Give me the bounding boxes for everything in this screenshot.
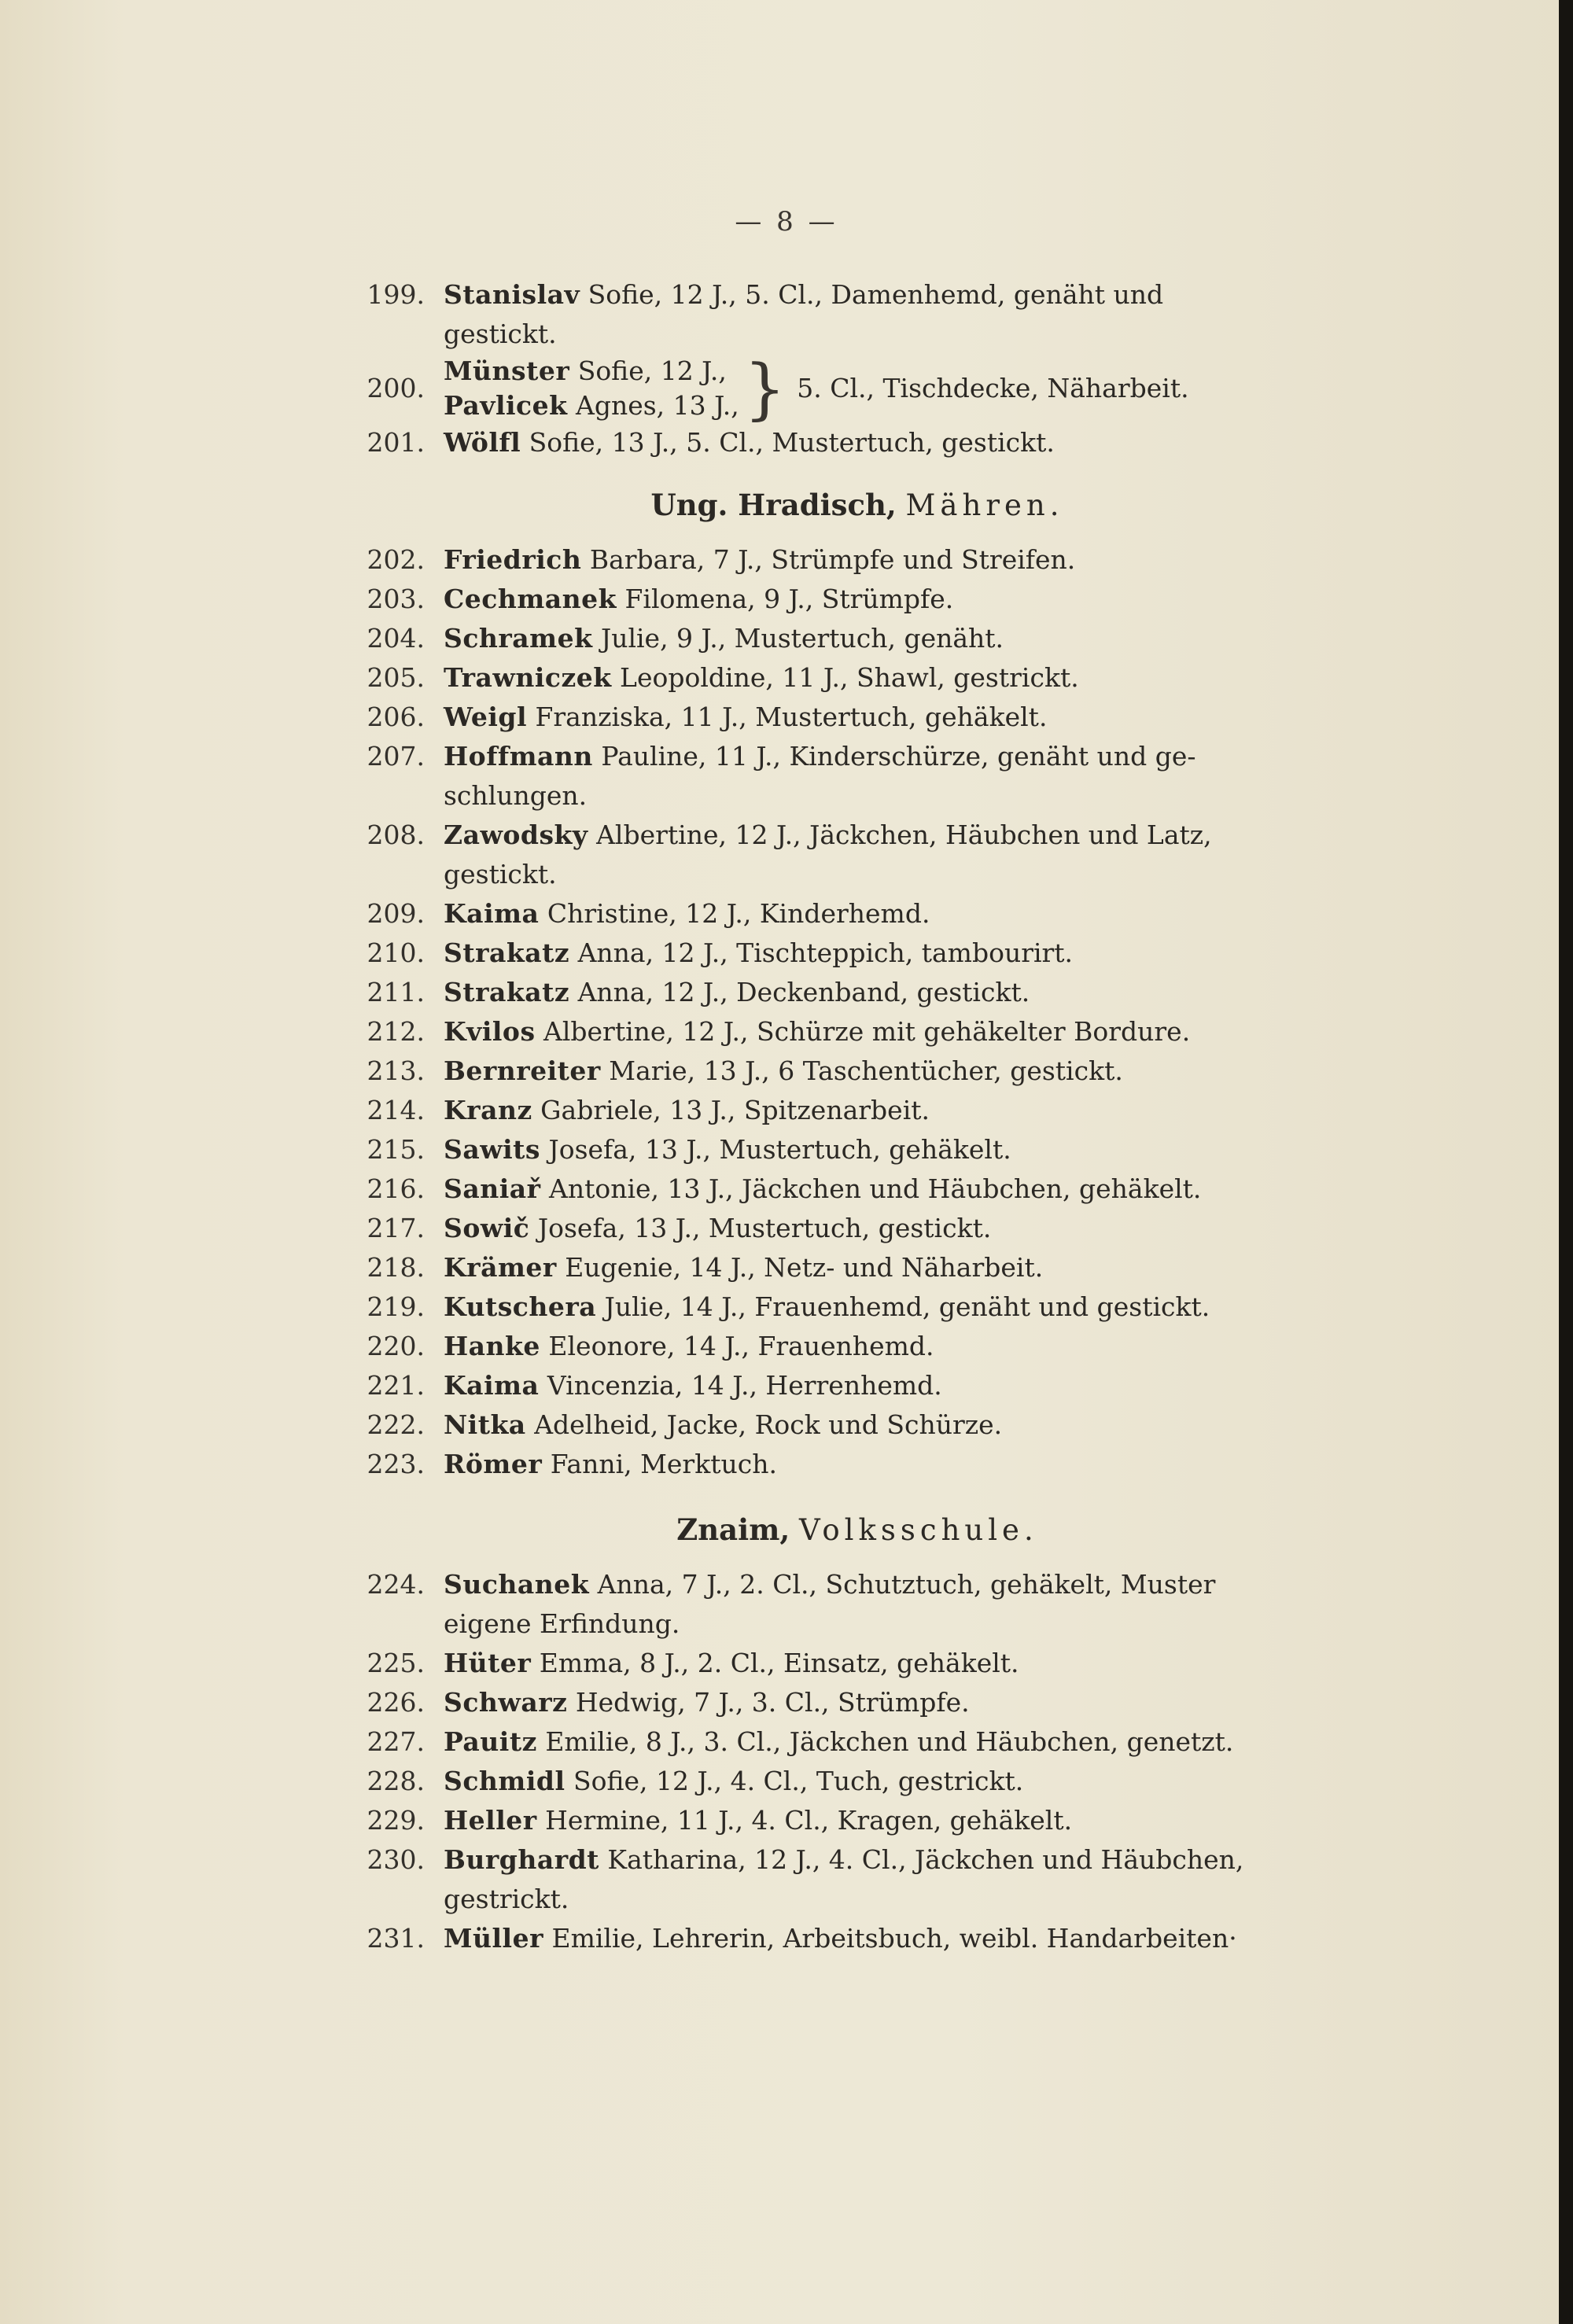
entry-number: 228. bbox=[367, 1766, 425, 1796]
entry-continuation: gestrickt. bbox=[444, 1884, 569, 1914]
entry-text bbox=[444, 1445, 1384, 1484]
catalog-entry-200 bbox=[330, 350, 1384, 427]
catalog-entry bbox=[330, 1405, 1384, 1445]
entry-number: 205. bbox=[367, 662, 425, 693]
catalog-entry bbox=[330, 894, 1384, 934]
entry-text bbox=[444, 658, 1384, 698]
surname: Hoffmann bbox=[444, 741, 593, 772]
entry-text bbox=[444, 1683, 1384, 1722]
entry-list-block4 bbox=[330, 1565, 1384, 1958]
surname: Krämer bbox=[444, 1252, 557, 1283]
entry-number: 202. bbox=[367, 544, 425, 575]
details: Sofie, 12 J., bbox=[569, 355, 727, 386]
catalog-entry bbox=[330, 1366, 1384, 1405]
surname: Schramek bbox=[444, 623, 593, 654]
surname: Zawodsky bbox=[444, 819, 588, 850]
heading-region: Mähren. bbox=[905, 488, 1064, 522]
entry-number: 224. bbox=[367, 1569, 425, 1600]
surname: Kranz bbox=[444, 1095, 532, 1125]
entry-number: 218. bbox=[367, 1252, 425, 1283]
entry-number: 226. bbox=[367, 1687, 425, 1718]
entry-number: 223. bbox=[367, 1449, 425, 1479]
catalog-entry bbox=[330, 540, 1384, 580]
entry-text bbox=[444, 1209, 1384, 1248]
entry-list-block1 bbox=[330, 275, 1384, 354]
entry-number: 214. bbox=[367, 1095, 425, 1125]
entry-list-block3 bbox=[330, 540, 1384, 1484]
entry-text bbox=[444, 1327, 1384, 1366]
catalog-entry bbox=[330, 580, 1384, 619]
surname: Kaima bbox=[444, 1370, 540, 1401]
entry-text bbox=[444, 1919, 1384, 1958]
details: Gabriele, 13 J., Spitzenarbeit. bbox=[532, 1095, 930, 1125]
details: Anna, 12 J., Deckenband, gestickt. bbox=[569, 977, 1030, 1007]
entry-text bbox=[444, 1722, 1384, 1762]
entry-list-block2 bbox=[330, 423, 1384, 462]
surname: Kvilos bbox=[444, 1016, 536, 1047]
catalog-entry bbox=[330, 934, 1384, 973]
entry-number: 219. bbox=[367, 1291, 425, 1322]
entry-text bbox=[444, 1644, 1384, 1683]
surname: Weigl bbox=[444, 702, 528, 732]
surname: Hanke bbox=[444, 1331, 540, 1361]
entry-text bbox=[444, 1130, 1384, 1169]
entry-continuation: gestickt. bbox=[444, 319, 557, 349]
page-number: — 8 — bbox=[735, 206, 838, 238]
brace-names bbox=[444, 354, 739, 423]
entry-number: 209. bbox=[367, 898, 425, 929]
entry-number: 201. bbox=[367, 427, 425, 458]
catalog-entry bbox=[330, 1248, 1384, 1287]
entry-text bbox=[444, 934, 1384, 973]
catalog-entry bbox=[330, 1052, 1384, 1091]
scan-edge bbox=[1559, 0, 1573, 2324]
entry-text bbox=[444, 894, 1384, 934]
surname: Schwarz bbox=[444, 1687, 568, 1718]
details: Josefa, 13 J., Mustertuch, gehäkelt. bbox=[540, 1134, 1011, 1165]
entry-number: 227. bbox=[367, 1726, 425, 1757]
entry-text bbox=[444, 1840, 1384, 1919]
details: Hedwig, 7 J., 3. Cl., Strümpfe. bbox=[567, 1687, 970, 1718]
shared-details: 5. Cl., Tischdecke, Näharbeit. bbox=[797, 373, 1189, 403]
catalog-entry bbox=[330, 1762, 1384, 1801]
entry-number: 211. bbox=[367, 977, 425, 1007]
surname: Nitka bbox=[444, 1409, 526, 1440]
details: Anna, 7 J., 2. Cl., Schutztuch, gehäkelt, Muster bbox=[589, 1569, 1216, 1600]
entry-number: 207. bbox=[367, 741, 425, 772]
surname: Saniař bbox=[444, 1173, 541, 1204]
surname: Pauitz bbox=[444, 1726, 537, 1757]
entry-text bbox=[444, 1091, 1384, 1130]
entry-text bbox=[444, 1565, 1384, 1644]
details: Hermine, 11 J., 4. Cl., Kragen, gehäkelt. bbox=[536, 1805, 1073, 1836]
surname: Römer bbox=[444, 1449, 543, 1479]
surname: Schmidl bbox=[444, 1766, 565, 1796]
entry-text bbox=[444, 1248, 1384, 1287]
entry-text bbox=[444, 1801, 1384, 1840]
surname: Müller bbox=[444, 1923, 543, 1954]
surname: Kaima bbox=[444, 898, 540, 929]
entry-number: 206. bbox=[367, 702, 425, 732]
entry-text bbox=[444, 1012, 1384, 1052]
entry-text bbox=[444, 619, 1384, 658]
catalog-entry bbox=[330, 423, 1384, 462]
entry-number: 199. bbox=[367, 279, 425, 310]
catalog-entry bbox=[330, 275, 1384, 354]
surname: Cechmanek bbox=[444, 584, 617, 614]
surname: Suchanek bbox=[444, 1569, 590, 1600]
entry-text bbox=[444, 580, 1384, 619]
surname: Wölfl bbox=[444, 427, 521, 458]
entry-text bbox=[444, 737, 1384, 816]
details: Antonie, 13 J., Jäckchen und Häubchen, gehäkelt. bbox=[540, 1173, 1202, 1204]
entry-continuation: gestickt. bbox=[444, 859, 557, 889]
details: Anna, 12 J., Tischteppich, tambourirt. bbox=[569, 937, 1074, 968]
brace: } bbox=[743, 350, 786, 427]
entry-number: 203. bbox=[367, 584, 425, 614]
details: Sofie, 12 J., 4. Cl., Tuch, gestrickt. bbox=[565, 1766, 1024, 1796]
heading-place: Ung. Hradisch, bbox=[650, 488, 897, 522]
details: Christine, 12 J., Kinderhemd. bbox=[539, 898, 930, 929]
catalog-entry bbox=[330, 1287, 1384, 1327]
catalog-entry bbox=[330, 1209, 1384, 1248]
entry-text bbox=[444, 698, 1384, 737]
catalog-entry bbox=[330, 619, 1384, 658]
entry-text bbox=[444, 816, 1384, 894]
entry-line-1 bbox=[444, 354, 739, 389]
entry-continuation: schlungen. bbox=[444, 780, 588, 811]
catalog-entry bbox=[330, 737, 1384, 816]
catalog-entry bbox=[330, 1327, 1384, 1366]
surname: Heller bbox=[444, 1805, 537, 1836]
details: Franziska, 11 J., Mustertuch, gehäkelt. bbox=[527, 702, 1048, 732]
catalog-entry bbox=[330, 1091, 1384, 1130]
surname: Pavlicek bbox=[444, 390, 568, 421]
entry-number: 208. bbox=[367, 819, 425, 850]
entry-number: 220. bbox=[367, 1331, 425, 1361]
entry-text bbox=[444, 423, 1384, 462]
entry-number: 229. bbox=[367, 1805, 425, 1836]
catalog-entry bbox=[330, 816, 1384, 894]
surname: Strakatz bbox=[444, 977, 570, 1007]
details: Sofie, 12 J., 5. Cl., Damenhemd, genäht und bbox=[580, 279, 1164, 310]
details: Barbara, 7 J., Strümpfe und Streifen. bbox=[581, 544, 1076, 575]
entry-number: 216. bbox=[367, 1173, 425, 1204]
entry-text bbox=[444, 1366, 1384, 1405]
catalog-entry bbox=[330, 1565, 1384, 1644]
entry-number: 217. bbox=[367, 1213, 425, 1243]
catalog-entry bbox=[330, 1683, 1384, 1722]
catalog-entry bbox=[330, 973, 1384, 1012]
entry-number: 231. bbox=[367, 1923, 425, 1954]
surname: Bernreiter bbox=[444, 1055, 601, 1086]
details: Marie, 13 J., 6 Taschentücher, gestickt. bbox=[600, 1055, 1123, 1086]
catalog-entry bbox=[330, 1919, 1384, 1958]
surname: Sowič bbox=[444, 1213, 530, 1243]
entry-number: 222. bbox=[367, 1409, 425, 1440]
details: Emilie, Lehrerin, Arbeitsbuch, weibl. Handarbeiten· bbox=[543, 1923, 1237, 1954]
details: Albertine, 12 J., Jäckchen, Häubchen und Latz, bbox=[588, 819, 1212, 850]
catalog-content bbox=[330, 275, 1384, 1958]
entry-continuation: eigene Erfindung. bbox=[444, 1608, 680, 1639]
catalog-entry bbox=[330, 1801, 1384, 1840]
entry-number: 230. bbox=[367, 1844, 425, 1875]
entry-text bbox=[444, 1169, 1384, 1209]
entry-number: 213. bbox=[367, 1055, 425, 1086]
entry-number: 204. bbox=[367, 623, 425, 654]
details: Adelheid, Jacke, Rock und Schürze. bbox=[525, 1409, 1003, 1440]
catalog-entry bbox=[330, 1644, 1384, 1683]
catalog-entry bbox=[330, 658, 1384, 698]
details: Fanni, Merktuch. bbox=[542, 1449, 777, 1479]
entry-number: 215. bbox=[367, 1134, 425, 1165]
surname: Kutschera bbox=[444, 1291, 597, 1322]
surname: Stanislav bbox=[444, 279, 580, 310]
entry-text bbox=[444, 350, 1384, 427]
section-heading-znaim bbox=[330, 1508, 1384, 1552]
entry-text bbox=[444, 1052, 1384, 1091]
entry-line-2 bbox=[444, 389, 739, 423]
details: Agnes, 13 J., bbox=[567, 390, 739, 421]
surname: Strakatz bbox=[444, 937, 570, 968]
entry-number: 210. bbox=[367, 937, 425, 968]
details: Pauline, 11 J., Kinderschürze, genäht und ge- bbox=[592, 741, 1196, 772]
details: Vincenzia, 14 J., Herrenhemd. bbox=[539, 1370, 942, 1401]
catalog-entry bbox=[330, 1840, 1384, 1919]
details: Emma, 8 J., 2. Cl., Einsatz, gehäkelt. bbox=[531, 1648, 1019, 1678]
catalog-entry bbox=[330, 1722, 1384, 1762]
surname: Hüter bbox=[444, 1648, 532, 1678]
entry-number: 221. bbox=[367, 1370, 425, 1401]
heading-place: Znaim, bbox=[676, 1512, 790, 1547]
details: Eleonore, 14 J., Frauenhemd. bbox=[540, 1331, 934, 1361]
entry-text bbox=[444, 973, 1384, 1012]
details: Eugenie, 14 J., Netz- und Näharbeit. bbox=[556, 1252, 1044, 1283]
details: Josefa, 13 J., Mustertuch, gestickt. bbox=[529, 1213, 992, 1243]
entry-number: 212. bbox=[367, 1016, 425, 1047]
surname: Friedrich bbox=[444, 544, 582, 575]
surname: Trawniczek bbox=[444, 662, 612, 693]
entry-text bbox=[444, 540, 1384, 580]
details: Katharina, 12 J., 4. Cl., Jäckchen und Häubchen, bbox=[599, 1844, 1244, 1875]
entry-text bbox=[444, 275, 1384, 354]
section-heading-ung-hradisch bbox=[330, 483, 1384, 528]
catalog-entry bbox=[330, 698, 1384, 737]
details: Emilie, 8 J., 3. Cl., Jäckchen und Häubchen, genetzt. bbox=[536, 1726, 1234, 1757]
catalog-entry bbox=[330, 1130, 1384, 1169]
heading-region: Volksschule. bbox=[799, 1513, 1038, 1547]
details: Julie, 9 J., Mustertuch, genäht. bbox=[592, 623, 1004, 654]
details: Julie, 14 J., Frauenhemd, genäht und gestickt. bbox=[596, 1291, 1210, 1322]
entry-number: 200. bbox=[367, 373, 425, 403]
catalog-entry bbox=[330, 1445, 1384, 1484]
surname: Burghardt bbox=[444, 1844, 599, 1875]
details: Albertine, 12 J., Schürze mit gehäkelter Bordure. bbox=[535, 1016, 1191, 1047]
catalog-entry bbox=[330, 1012, 1384, 1052]
details: Sofie, 13 J., 5. Cl., Mustertuch, gestickt. bbox=[521, 427, 1055, 458]
entry-number: 225. bbox=[367, 1648, 425, 1678]
entry-text bbox=[444, 1287, 1384, 1327]
details: Leopoldine, 11 J., Shawl, gestrickt. bbox=[611, 662, 1079, 693]
details: Filomena, 9 J., Strümpfe. bbox=[617, 584, 954, 614]
catalog-entry bbox=[330, 1169, 1384, 1209]
entry-text bbox=[444, 1405, 1384, 1445]
surname: Sawits bbox=[444, 1134, 540, 1165]
surname: Münster bbox=[444, 355, 570, 386]
entry-text bbox=[444, 1762, 1384, 1801]
